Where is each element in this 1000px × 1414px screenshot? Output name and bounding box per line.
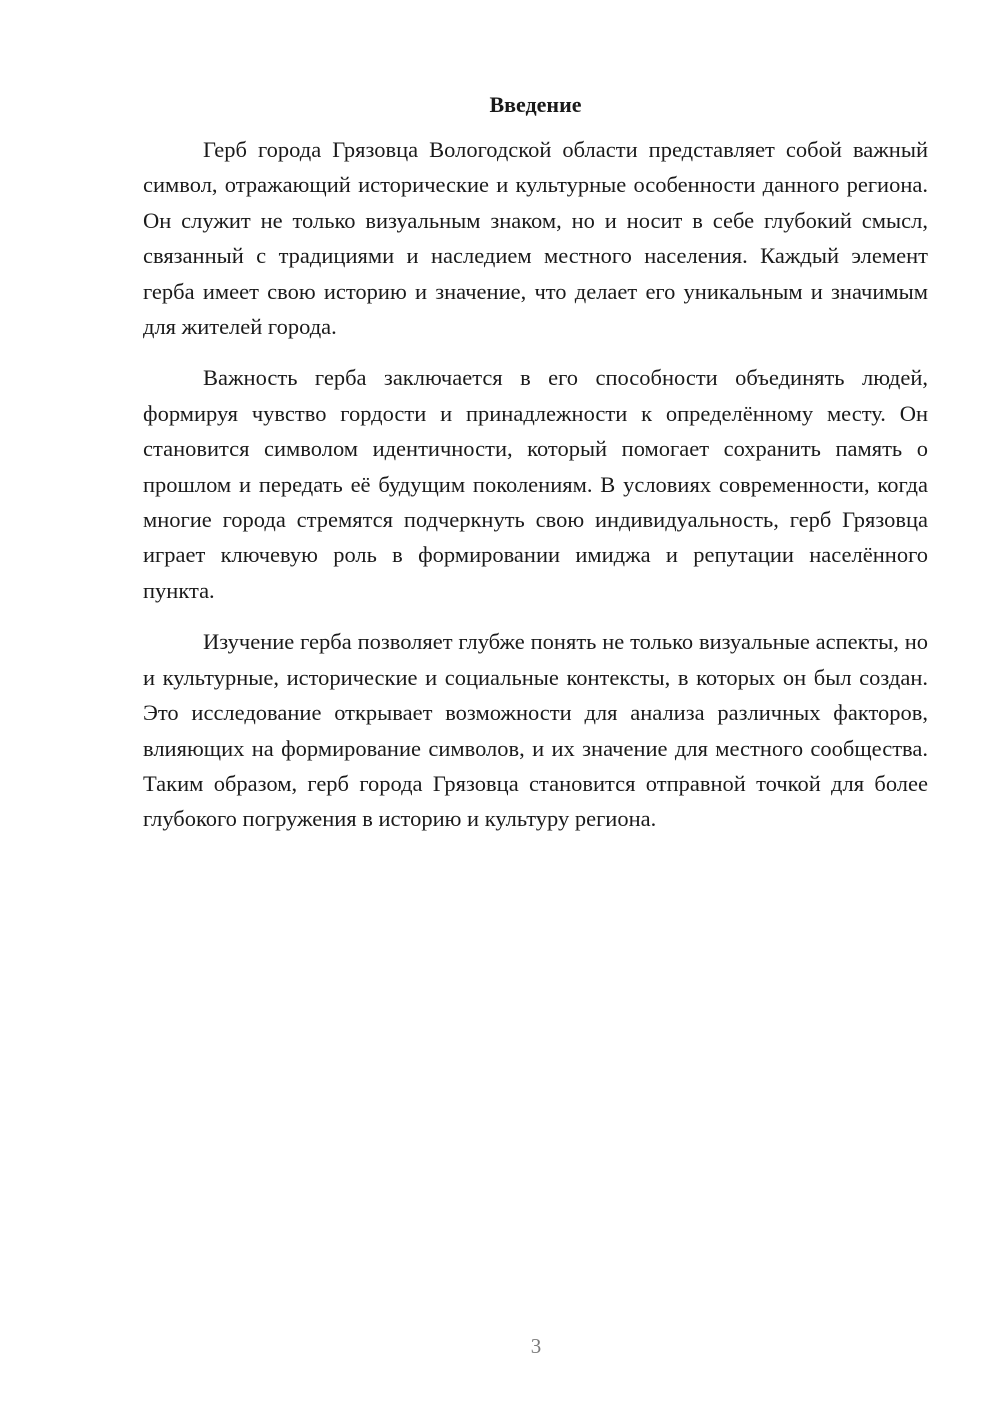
paragraph-2: Важность герба заключается в его способности объединять людей, формируя чувство гордости и принадлежности к определённому месту. Он становится символом идентичности, который помогает сохранить память о прошлом и передать её будущим поколениям. В условиях современности, когда многие города стремятся подчеркнуть свою индивидуальность, герб Грязовца играет ключевую роль в формировании имиджа и репутации населённого пункта. [143,365,928,603]
document-body [143,90,928,853]
page-number: 3 [530,1334,542,1358]
paragraph-1: Герб города Грязовца Вологодской области представляет собой важный символ, отражающий исторические и культурные особенности данного региона. Он служит не только визуальным знаком, но и носит в себе глубокий смысл, связанный с традициями и наследием местного населения. Каждый элемент герба имеет свою историю и значение, что делает его уникальным и значимым для жителей города. [143,137,928,340]
section-heading: Введение [489,92,582,117]
paragraph-3: Изучение герба позволяет глубже понять не только визуальные аспекты, но и культурные, исторические и социальные контексты, в которых он был создан. Это исследование открывает возможности для анализа различных факторов, влияющих на формирование символов, и их значение для местного сообщества. Таким образом, герб города Грязовца становится отправной точкой для более глубокого погружения в историю и культуру региона. [143,629,928,832]
